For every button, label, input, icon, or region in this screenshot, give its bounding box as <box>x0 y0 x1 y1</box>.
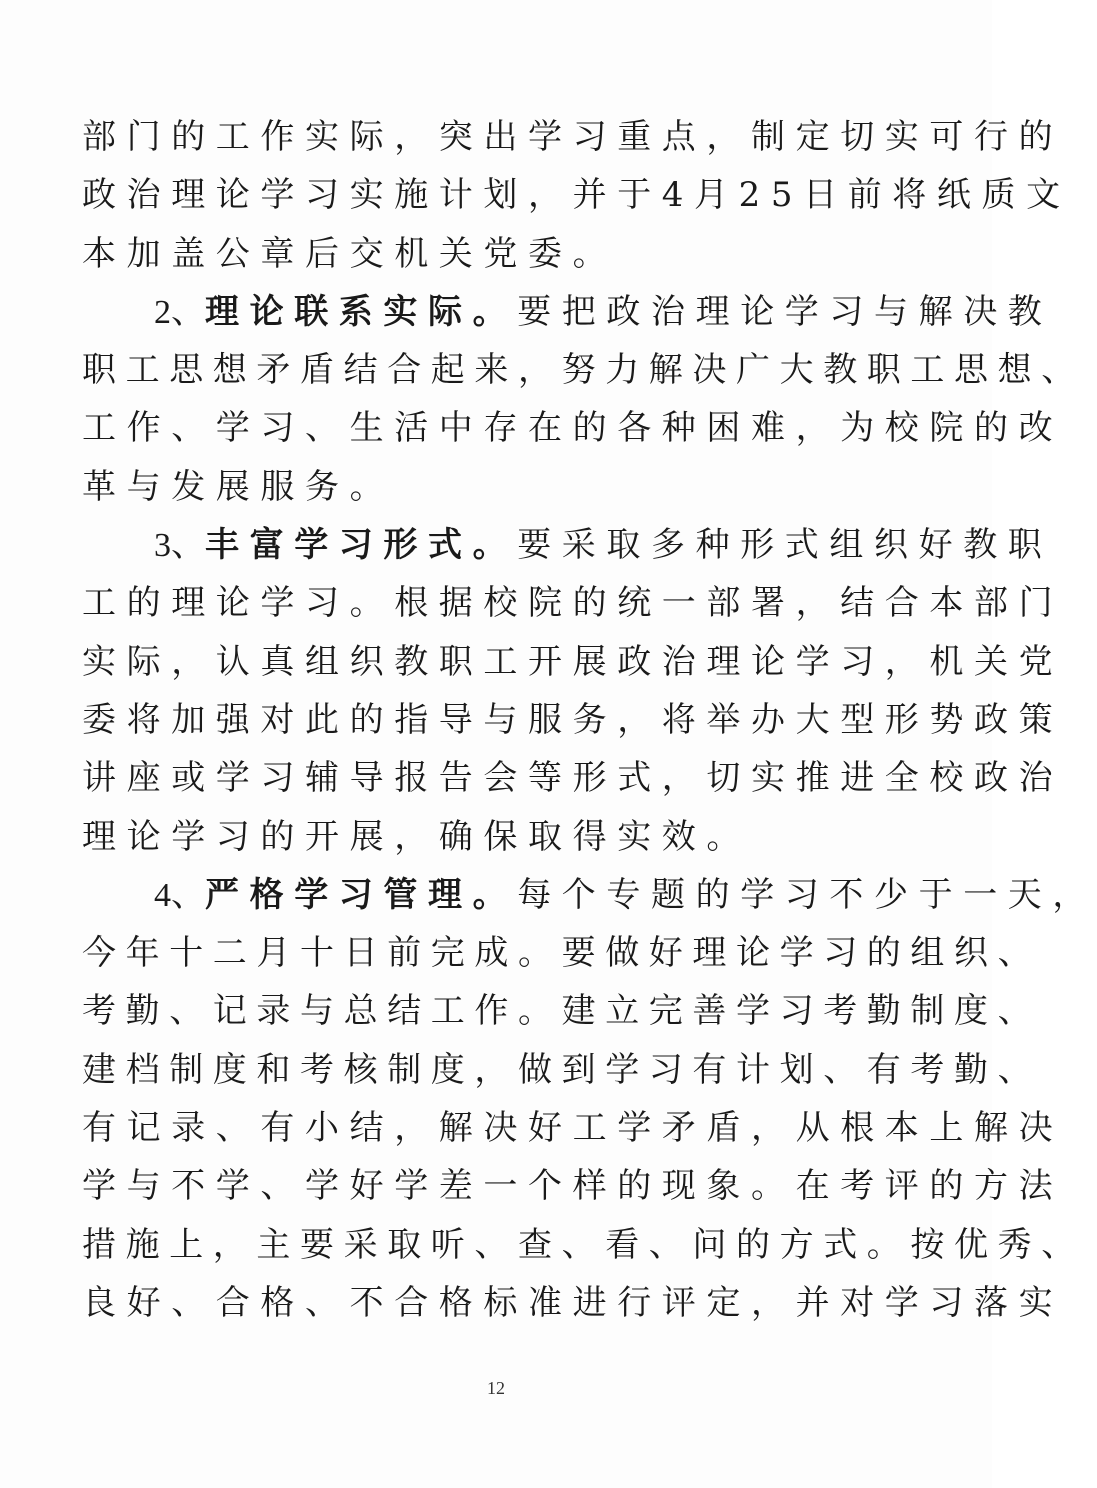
text-line: 委将加强对此的指导与服务，将举办大型形势政策 <box>82 699 1064 740</box>
item-number: 3、 <box>154 527 205 565</box>
text-line: 理论学习的开展，确保取得实效。 <box>82 816 751 857</box>
text-line: 措施上，主要采取听、查、看、问的方式。按优秀、 <box>82 1224 1085 1265</box>
text-line: 今年十二月十日前完成。要做好理论学习的组织、 <box>82 933 1042 974</box>
text-line: 学与不学、学好学差一个样的现象。在考评的方法 <box>82 1166 1064 1207</box>
text-line: 职工思想矛盾结合起来，努力解决广大教职工思想、 <box>82 350 1085 391</box>
item-heading: 理论联系实际。 <box>205 291 518 332</box>
text-line: 实际，认真组织教职工开展政治理论学习，机关党 <box>82 641 1064 682</box>
text-line: 革与发展服务。 <box>82 466 395 507</box>
text-line: 讲座或学习辅导报告会等形式，切实推进全校政治 <box>82 758 1064 799</box>
text-line: 有记录、有小结，解决好工学矛盾，从根本上解决 <box>82 1108 1064 1149</box>
paragraph-first-line <box>82 516 1053 574</box>
item-heading: 严格学习管理。 <box>205 874 518 915</box>
page-number: 12 <box>487 1378 505 1398</box>
text-line: 建档制度和考核制度，做到学习有计划、有考勤、 <box>82 1049 1042 1090</box>
paragraph-first-line <box>82 866 1097 924</box>
text-line: 工的理论学习。根据校院的统一部署，结合本部门 <box>82 583 1064 624</box>
item-text: 要采取多种形式组织好教职 <box>517 525 1053 566</box>
text-line: 本加盖公章后交机关党委。 <box>82 233 618 274</box>
item-heading: 丰富学习形式。 <box>205 525 518 566</box>
item-text: 每个专题的学习不少于一天， <box>517 874 1097 915</box>
text-line: 良好、合格、不合格标准进行评定，并对学习落实 <box>82 1282 1064 1323</box>
text-line: 部门的工作实际，突出学习重点，制定切实可行的 <box>82 117 1064 157</box>
text-line: 政治理论学习实施计划，并于4月25日前将纸质文 <box>82 175 1071 216</box>
item-text: 要把政治理论学习与解决教 <box>517 291 1053 332</box>
text-line: 考勤、记录与总结工作。建立完善学习考勤制度、 <box>82 991 1042 1032</box>
document-body <box>82 108 1097 1332</box>
item-number: 4、 <box>154 876 205 914</box>
item-number: 2、 <box>154 293 205 331</box>
text-line: 工作、学习、生活中存在的各种困难，为校院的改 <box>82 408 1064 449</box>
paragraph-first-line <box>82 283 1053 341</box>
